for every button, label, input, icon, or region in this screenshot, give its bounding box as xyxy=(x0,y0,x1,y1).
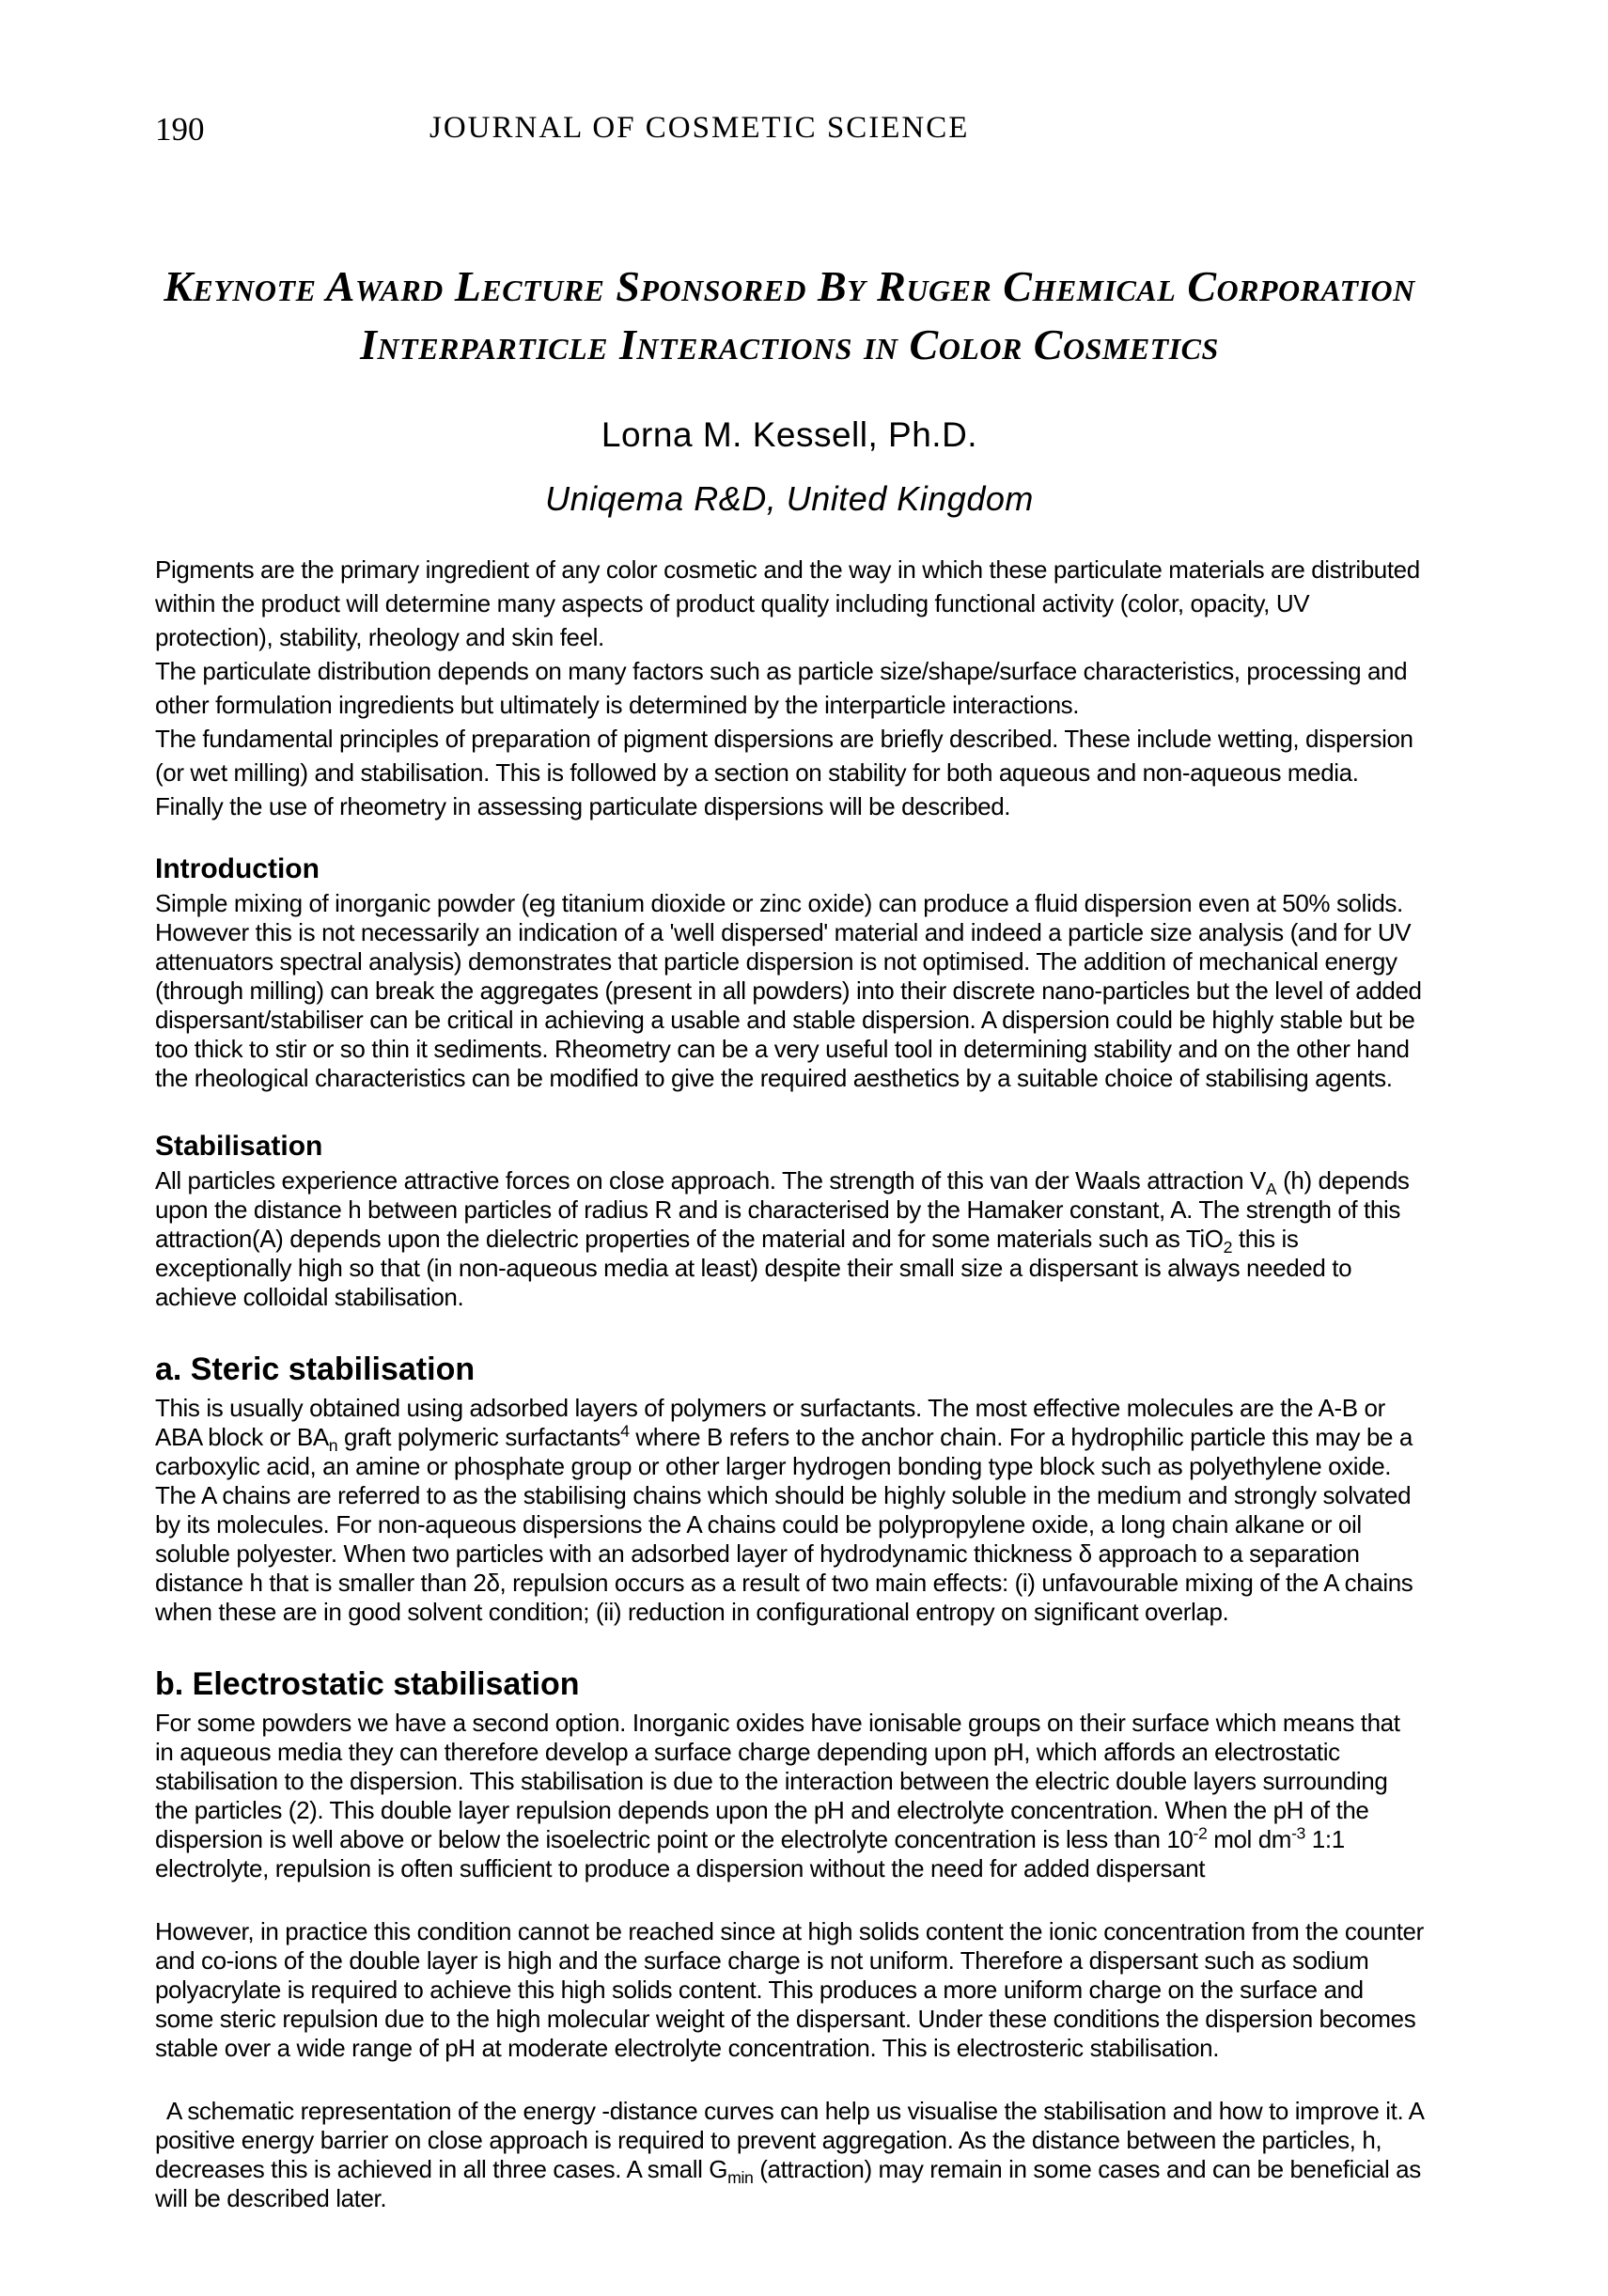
electrostatic-sub-min: min xyxy=(727,2168,754,2188)
electrostatic-text-2: mol dm xyxy=(1207,1825,1292,1853)
stabilisation-text-1: All particles experience attractive forces on close approach. The strength of this van der Waals attraction V xyxy=(155,1166,1266,1195)
page-content xyxy=(155,111,1424,2213)
stabilisation-sub-2: 2 xyxy=(1223,1238,1233,1257)
running-header xyxy=(155,111,1424,154)
introduction-body: Simple mixing of inorganic powder (eg titanium dioxide or zinc oxide) can produce a fluid dispersion even at 50% solids. However this is not necessarily an indication of a 'well dispersed' material and indeed a particle size analysis (and for UV attenuators spectral analysis) demonstrates that particle dispersion is not optimised. The addition of mechanical energy (through milling) can break the aggregates (present in all powders) into their discrete nano-particles but the level of added dispersant/stabiliser can be critical in achieving a usable and stable dispersion. A dispersion could be highly stable but be too thick to stir or so thin it sediments. Rheometry can be a very useful tool in determining stability and on the other hand the rheological characteristics can be modified to give the required aesthetics by a suitable choice of stabilising agents. xyxy=(155,889,1422,1092)
abstract xyxy=(155,553,1424,823)
steric-text-2: graft polymeric surfactants xyxy=(337,1423,621,1451)
electrostatic-p3-text-1: A schematic representation of the energy -distance curves can help us visualise the stabilisation and how to improve it. A positive energy barrier on close approach is required to prevent aggregation. As the distance between the particles, h, decreases this is achieved in all three cases. A small G xyxy=(155,2097,1424,2183)
article-title xyxy=(155,258,1424,374)
section-heading-introduction: Introduction xyxy=(155,853,320,884)
author-name: Lorna M. Kessell, Ph.D. xyxy=(601,415,978,454)
steric-body xyxy=(155,1394,1424,1627)
stabilisation-text-3: this is exceptionally high so that (in non-aqueous media at least) despite their small size a dispersant is always needed to achieve colloidal stabilisation. xyxy=(155,1225,1352,1311)
abstract-paragraph-1: Pigments are the primary ingredient of any color cosmetic and the way in which these particulate materials are distributed within the product will determine many aspects of product quality including functional activity (color, opacity, UV protection), stability, rheology and skin feel. xyxy=(155,555,1420,651)
article-title-line2: Interparticle Interactions in Color Cosmetics xyxy=(360,320,1219,368)
electrostatic-sup-minus2: -2 xyxy=(1193,1823,1208,1843)
subsection-heading-steric: a. Steric stabilisation xyxy=(155,1351,476,1387)
article-title-line1: Keynote Award Lecture Sponsored By Ruger Chemical Corporation xyxy=(164,262,1415,310)
steric-text-3: where B refers to the anchor chain. For a hydrophilic particle this may be a carboxylic acid, an amine or phosphate group or other larger hydrogen bonding type block such as polyethylene oxide. The A chains are referred to as the stabilising chains which should be highly soluble in the medium and strongly solvated by its molecules. For non-aqueous dispersions the A chains could be polypropylene oxide, a long chain alkane or oil soluble polyester. When two particles with an adsorbed layer of hydrodynamic thickness δ approach to a separation distance h that is smaller than 2δ, repulsion occurs as a result of two main effects: (i) unfavourable mixing of the A chains when these are in good solvent condition; (ii) reduction in configurational entropy on significant overlap. xyxy=(155,1423,1413,1626)
stabilisation-text-2: (h) depends upon the distance h between particles of radius R and is characterised by the Hamaker constant, A. The strength of this attraction(A) depends upon the dielectric properties of the material and for some materials such as TiO xyxy=(155,1166,1410,1253)
abstract-paragraph-3: The fundamental principles of preparation of pigment dispersions are briefly described. These include wetting, dispersion (or wet milling) and stabilisation. This is followed by a section on stability for both aqueous and non-aqueous media. Finally the use of rheometry in assessing particulate dispersions will be described. xyxy=(155,725,1413,820)
subsection-heading-electrostatic: b. Electrostatic stabilisation xyxy=(155,1666,580,1702)
electrostatic-body xyxy=(155,1709,1424,1883)
electrostatic-text-3: 1:1 electrolyte, repulsion is often sufficient to produce a dispersion without the need for added dispersant xyxy=(155,1825,1345,1882)
stabilisation-sub-A: A xyxy=(1265,1179,1277,1199)
steric-sub-n: n xyxy=(328,1436,338,1456)
electrostatic-sup-minus3: -3 xyxy=(1291,1823,1305,1843)
electrostatic-paragraph-2: However, in practice this condition cannot be reached since at high solids content the ionic concentration from the counter and co-ions of the double layer is high and the surface charge is not uniform. Therefore a dispersant such as sodium polyacrylate is required to achieve this high solids content. This produces a more uniform charge on the surface and some steric repulsion due to the high molecular weight of the dispersant. Under these conditions the dispersion becomes stable over a wide range of pH at moderate electrolyte concentration. This is electrosteric stabilisation. xyxy=(155,1917,1424,2062)
steric-text-1: This is usually obtained using adsorbed layers of polymers or surfactants. The most effective molecules are the A-B or ABA block or BA xyxy=(155,1394,1385,1451)
electrostatic-paragraph-3 xyxy=(155,2097,1424,2213)
journal-title: JOURNAL OF COSMETIC SCIENCE xyxy=(429,111,970,145)
section-heading-stabilisation: Stabilisation xyxy=(155,1131,323,1162)
author-affiliation: Uniqema R&D, United Kingdom xyxy=(545,479,1034,518)
electrostatic-text-1: For some powders we have a second option. Inorganic oxides have ionisable groups on their surface which means that in aqueous media they can therefore develop a surface charge depending upon pH, which affords an electrostatic stabilisation to the dispersion. This stabilisation is due to the interaction between the electric double layers surrounding the particles (2). This double layer repulsion depends upon the pH and electrolyte concentration. When the pH of the dispersion is well above or below the isoelectric point or the electrolyte concentration is less than 10 xyxy=(155,1709,1400,1853)
abstract-paragraph-2: The particulate distribution depends on many factors such as particle size/shape/surface characteristics, processing and other formulation ingredients but ultimately is determined by the interparticle interactions. xyxy=(155,657,1408,719)
page-number: 190 xyxy=(155,111,205,148)
steric-sup-4: 4 xyxy=(620,1421,630,1441)
electrostatic-p3-text-2: (attraction) may remain in some cases and can be beneficial as will be described later. xyxy=(155,2155,1421,2212)
stabilisation-body xyxy=(155,1166,1424,1312)
